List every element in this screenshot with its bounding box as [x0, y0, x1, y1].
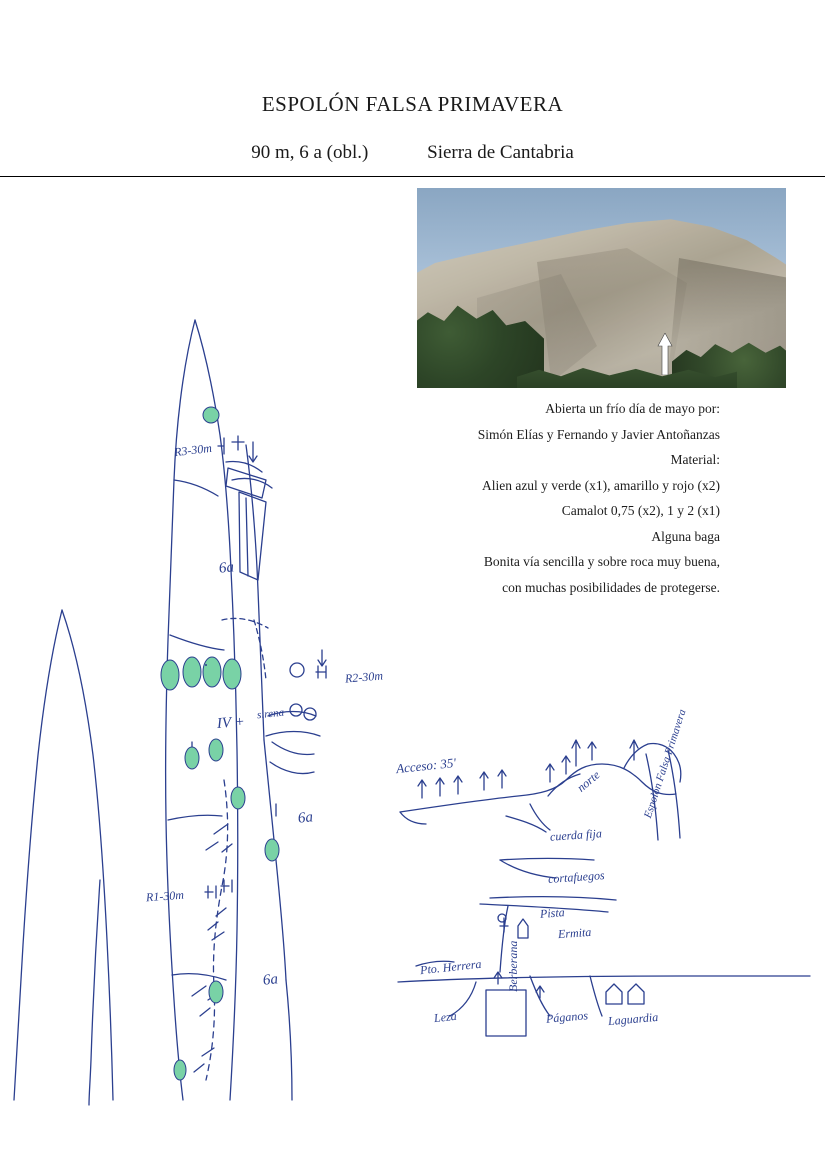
info-line: Alien azul y verde (x1), amarillo y rojo (x2) [481, 477, 720, 493]
info-line: Bonita vía sencilla y sobre roca muy buena, [483, 554, 720, 569]
info-line: con muchas posibilidades de protegerse. [502, 579, 720, 595]
belay-label-r3: R3-30m [173, 440, 213, 460]
label-cortafuegos: cortafuegos [547, 868, 606, 886]
belay-label-r2: R2-30m [344, 668, 384, 686]
approach-map-svg [380, 720, 825, 1120]
label-berberana: Berberana [506, 940, 520, 992]
pitch-grade-3: 6a [218, 559, 235, 577]
label-laguardia: Laguardia [607, 1009, 659, 1029]
pitch-grade-1: 6a [262, 971, 279, 989]
info-line: Alguna baga [651, 528, 720, 544]
approach-title: Acceso: 35' [395, 754, 457, 777]
label-espolon-falsa-primavera: Espolón Falsa Primavera [642, 707, 689, 820]
label-norte: norte [574, 767, 603, 795]
route-length-grade: 90 m, 6 a (obl.) [251, 142, 369, 163]
route-area: Sierra de Cantabria [427, 142, 574, 163]
pitch-grade-2: 6a [297, 809, 314, 827]
info-line: Abierta un frío día de mayo por: [545, 401, 720, 416]
route-start-arrow-icon [657, 333, 673, 375]
pitch-grade-iv: IV + [216, 714, 246, 732]
label-pto-herrera: Pto. Herrera [419, 956, 483, 978]
approach-map [380, 707, 825, 1120]
page-title: ESPOLÓN FALSA PRIMAVERA [261, 92, 564, 116]
subtitle-row [0, 142, 825, 164]
label-ermita: Ermita [557, 924, 592, 942]
belay-label-r1: R1-30m [145, 887, 185, 905]
label-pista: Pista [539, 905, 566, 921]
cliff-photo [417, 188, 786, 388]
label-leza: Leza [433, 1008, 458, 1026]
info-line: Simón Elías y Fernando y Javier Antoñanzas [477, 426, 720, 442]
label-cuerda-fija: cuerda fija [549, 826, 603, 844]
header-divider [0, 176, 825, 177]
info-line: Material: [670, 452, 720, 467]
sirena-label: sirena [256, 706, 285, 722]
info-line: Camalot 0,75 (x2), 1 y 2 (x1) [561, 503, 720, 518]
route-topo-drawing [0, 180, 430, 1110]
label-paganos: Páganos [545, 1008, 589, 1026]
route-info-block [380, 396, 720, 600]
topo-svg [0, 180, 430, 1110]
